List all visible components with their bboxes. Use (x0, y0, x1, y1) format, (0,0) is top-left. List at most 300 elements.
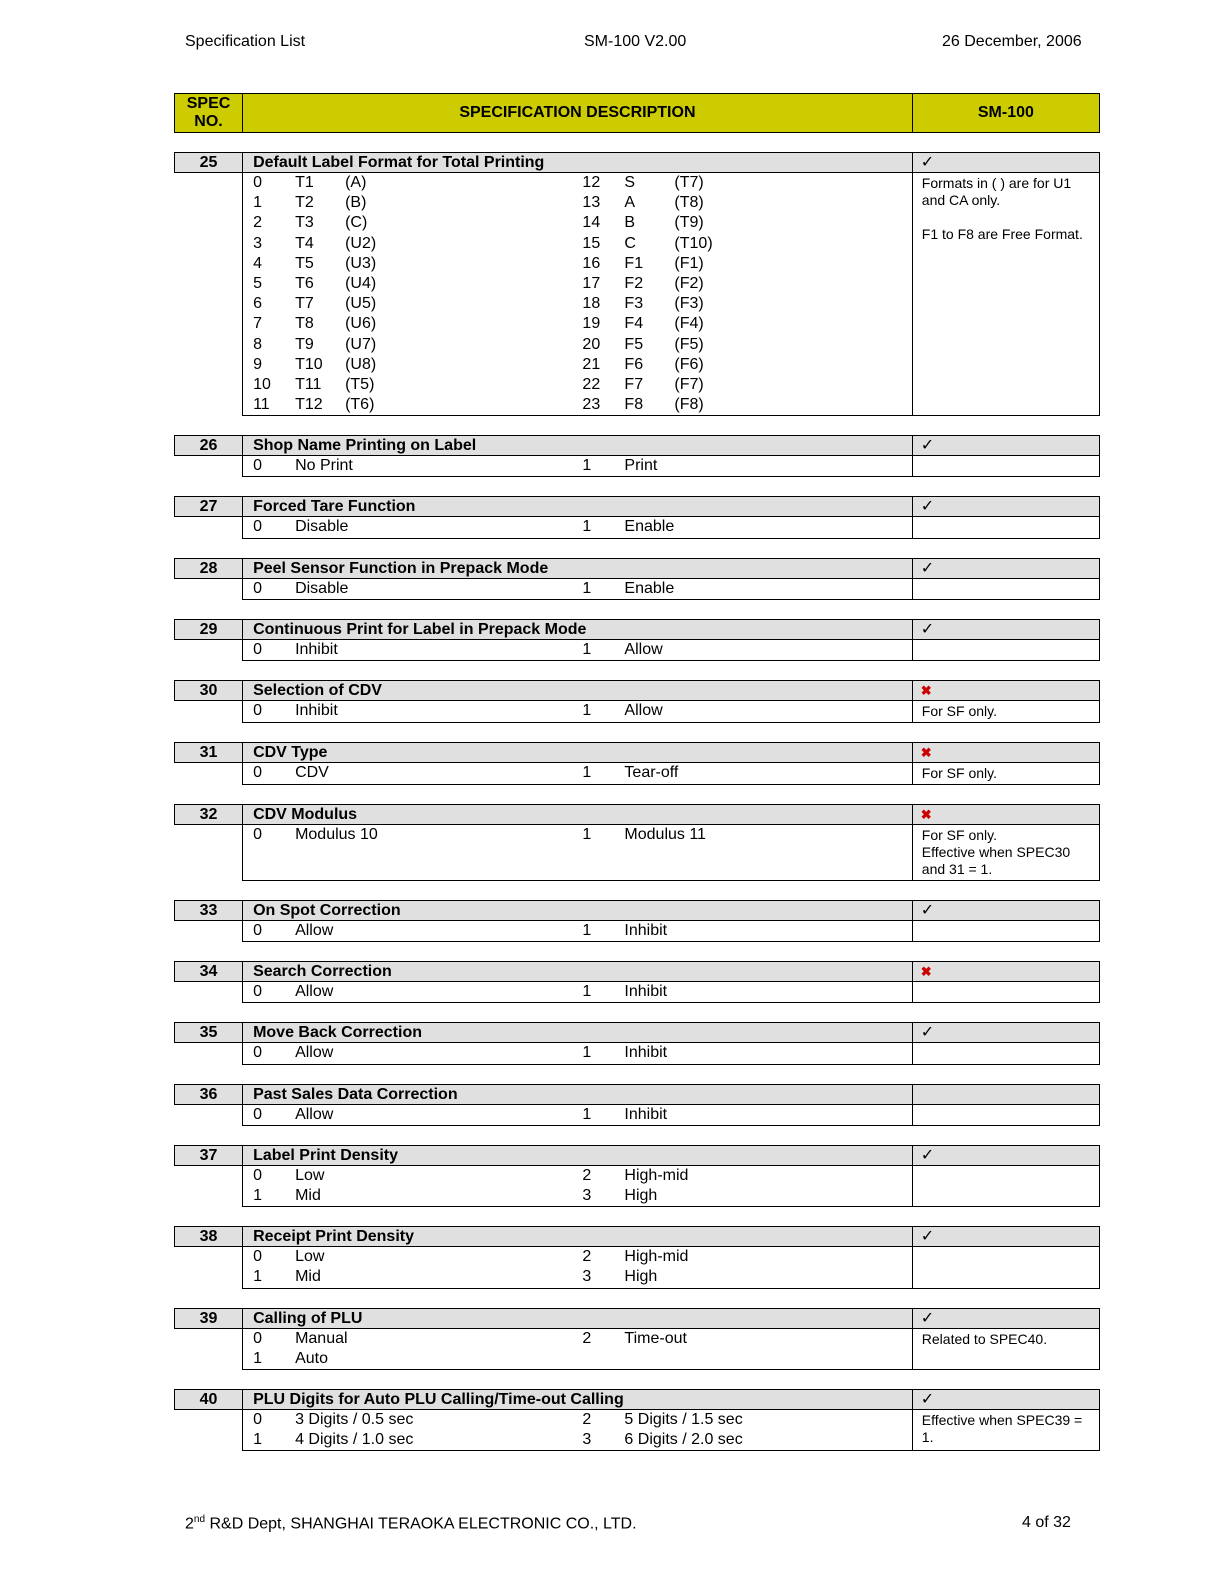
option-row (582, 193, 911, 213)
spec-options (243, 456, 913, 477)
option-column (582, 921, 911, 941)
option-alt-code: (T5) (345, 375, 375, 393)
option-value: 0 (253, 983, 262, 1001)
option-column (582, 701, 911, 721)
spec-mark (912, 619, 1099, 639)
note-line: For SF only. (921, 827, 997, 843)
row-spacer (175, 133, 1100, 153)
spec-number: 38 (175, 1227, 243, 1247)
spec-body-row (175, 763, 1100, 785)
spacer-cell (175, 477, 243, 497)
spec-no-header-line2: NO. (194, 113, 223, 130)
spec-number: 27 (175, 497, 243, 517)
option-label: Print (624, 457, 658, 475)
spec-number: 31 (175, 743, 243, 763)
option-alt-code: (F4) (674, 315, 704, 333)
row-spacer (175, 1003, 1100, 1023)
option-column (253, 579, 582, 599)
row-spacer (175, 785, 1100, 805)
option-value: 22 (582, 375, 601, 393)
options-columns (253, 921, 912, 941)
option-label: 4 Digits / 1.0 sec (295, 1431, 414, 1449)
option-row (582, 1166, 911, 1186)
spec-options (243, 825, 913, 881)
checkmark-icon: ✓ (920, 1309, 935, 1327)
option-alt-code: (U3) (345, 254, 377, 272)
option-value: 0 (253, 174, 262, 191)
spec-number: 36 (175, 1084, 243, 1104)
spec-note (912, 921, 1099, 942)
option-code: F3 (624, 295, 644, 313)
option-code: C (624, 234, 636, 252)
option-label: 5 Digits / 1.5 sec (624, 1410, 743, 1428)
option-value: 2 (582, 1329, 592, 1347)
option-code: S (624, 174, 636, 191)
spacer-cell (175, 133, 243, 153)
option-value: 10 (253, 375, 271, 393)
option-value: 1 (582, 922, 592, 939)
spacer-cell (912, 133, 1099, 153)
spacer-cell (912, 1064, 1099, 1084)
options-columns (253, 517, 912, 537)
spec-note (912, 982, 1099, 1003)
spec-options (243, 1104, 913, 1125)
spacer-cell (243, 1125, 913, 1145)
option-column (253, 763, 582, 783)
header-date: 26 December, 2006 (942, 33, 1082, 50)
blank-cell (175, 173, 243, 416)
spacer-cell (243, 1064, 913, 1084)
spacer-cell (912, 416, 1099, 436)
spacer-cell (175, 1064, 243, 1084)
option-alt-code: (F3) (674, 295, 704, 313)
spec-title: Past Sales Data Correction (243, 1084, 913, 1104)
spec-body-row (175, 1165, 1100, 1206)
spacer-cell (175, 785, 243, 805)
option-code: F1 (624, 254, 644, 272)
row-spacer (175, 942, 1100, 962)
option-row (253, 1349, 582, 1369)
option-alt-code: (U6) (345, 315, 377, 333)
header-title: Specification List (185, 33, 306, 50)
option-alt-code: (U4) (345, 274, 377, 292)
option-column (582, 456, 911, 476)
options-columns (253, 173, 912, 415)
spacer-cell (243, 416, 913, 436)
option-value: 17 (582, 274, 601, 292)
option-column (582, 1105, 911, 1125)
option-row (253, 982, 582, 1002)
spec-title: Receipt Print Density (243, 1227, 913, 1247)
spec-number: 34 (175, 962, 243, 982)
spec-header-row (175, 558, 1100, 578)
spec-no-header-line1: SPEC (186, 95, 231, 112)
spacer-cell (912, 1003, 1099, 1023)
blank-cell (175, 1328, 243, 1369)
option-code: A (624, 194, 636, 212)
spec-body-row (175, 1328, 1100, 1369)
spec-number: 32 (175, 805, 243, 825)
option-value: 0 (253, 640, 262, 658)
spec-header-row (175, 1023, 1100, 1043)
spec-title: Calling of PLU (243, 1308, 913, 1328)
option-row (253, 1329, 582, 1349)
spec-options (243, 1165, 913, 1206)
option-row (253, 1186, 582, 1206)
note-line: Related to SPEC40. (921, 1330, 1048, 1347)
option-column (582, 1410, 911, 1450)
option-value: 14 (582, 214, 601, 232)
spec-header-row (175, 1084, 1100, 1104)
spacer-cell (243, 538, 913, 558)
option-row (253, 1247, 582, 1267)
spec-header-row (175, 497, 1100, 517)
option-row (253, 517, 582, 537)
spacer-cell (243, 785, 913, 805)
option-alt-code: (T10) (674, 234, 713, 252)
option-column (253, 982, 582, 1002)
option-column (582, 517, 911, 537)
spec-mark (912, 1145, 1099, 1165)
option-column (582, 173, 911, 415)
option-label: Manual (295, 1329, 348, 1347)
spacer-cell (243, 1003, 913, 1023)
option-value: 0 (253, 1410, 262, 1428)
spacer-cell (912, 477, 1099, 497)
row-spacer (175, 1207, 1100, 1227)
option-value: 0 (253, 922, 262, 939)
option-value: 1 (253, 1268, 262, 1286)
option-value: 1 (582, 764, 592, 781)
spec-title: Selection of CDV (243, 681, 913, 701)
spec-body-row (175, 921, 1100, 942)
spec-number: 25 (175, 153, 243, 173)
row-spacer (175, 661, 1100, 681)
option-label: Mid (295, 1186, 321, 1204)
option-value: 3 (582, 1431, 592, 1449)
option-value: 0 (253, 518, 262, 536)
option-value: 0 (253, 1329, 262, 1347)
option-value: 1 (582, 983, 592, 1001)
footer-dept-sup: nd (193, 1514, 206, 1525)
option-row (253, 254, 582, 274)
option-column (582, 1247, 911, 1287)
option-row (253, 1105, 582, 1125)
option-row (253, 193, 582, 213)
option-label: Allow (624, 640, 663, 658)
spacer-cell (175, 1003, 243, 1023)
option-value: 0 (253, 1044, 262, 1062)
spec-options (243, 639, 913, 660)
row-spacer (175, 881, 1100, 901)
options-columns (253, 982, 912, 1002)
option-label: Disable (295, 579, 349, 597)
spec-header-row (175, 743, 1100, 763)
spec-number: 29 (175, 619, 243, 639)
spacer-cell (175, 1125, 243, 1145)
option-row (253, 640, 582, 660)
option-label: Inhibit (624, 922, 668, 939)
spec-mark (912, 1308, 1099, 1328)
option-column (582, 1329, 911, 1369)
spacer-cell (175, 1207, 243, 1227)
note-line: Effective when SPEC30 and 31 = 1. (921, 844, 1071, 877)
option-code: F4 (624, 315, 644, 333)
checkmark-icon: ✓ (920, 154, 935, 171)
spacer-cell (912, 1369, 1099, 1389)
spec-note (912, 1043, 1099, 1064)
row-spacer (175, 1369, 1100, 1389)
spec-body-row (175, 825, 1100, 881)
spec-mark (912, 1023, 1099, 1043)
spec-note (912, 456, 1099, 477)
option-value: 1 (582, 640, 592, 658)
spec-options (243, 763, 913, 785)
option-row (253, 456, 582, 476)
option-value: 6 (253, 295, 262, 313)
option-value: 1 (582, 1105, 592, 1123)
option-alt-code: (U5) (345, 295, 377, 313)
spec-body-row (175, 517, 1100, 538)
spec-title: Search Correction (243, 962, 913, 982)
option-value: 13 (582, 194, 601, 212)
option-column (253, 701, 582, 721)
option-code: T10 (295, 355, 323, 373)
spec-mark (912, 681, 1099, 701)
option-code: T8 (295, 315, 314, 333)
option-row (582, 1043, 911, 1063)
spacer-cell (912, 661, 1099, 681)
spacer-cell (175, 1369, 243, 1389)
note-line: For SF only. (921, 703, 997, 719)
option-label: Inhibit (624, 983, 668, 1001)
option-value: 12 (582, 174, 601, 191)
options-columns (253, 1043, 912, 1063)
option-row (582, 1329, 911, 1349)
option-column (253, 1329, 582, 1369)
options-columns (253, 1105, 912, 1125)
option-row (582, 701, 911, 721)
option-value: 0 (253, 457, 262, 475)
row-spacer (175, 1064, 1100, 1084)
option-value: 8 (253, 335, 262, 353)
spacer-cell (912, 538, 1099, 558)
spec-title: Default Label Format for Total Printing (243, 153, 913, 173)
spec-mark (912, 1084, 1099, 1104)
spec-note (912, 517, 1099, 538)
option-row (582, 825, 911, 845)
option-column (582, 763, 911, 783)
option-label: Allow (295, 922, 334, 939)
options-columns (253, 456, 912, 476)
option-row (582, 395, 911, 415)
option-code: T11 (295, 375, 322, 393)
spec-note (912, 763, 1099, 785)
options-columns (253, 701, 912, 721)
option-label: No Print (295, 457, 353, 475)
note-line: F1 to F8 are Free Format. (921, 226, 1083, 242)
option-row (582, 921, 911, 941)
options-columns (253, 1329, 912, 1369)
spec-header-row (175, 619, 1100, 639)
spec-mark (912, 497, 1099, 517)
spacer-cell (912, 599, 1099, 619)
option-value: 4 (253, 254, 262, 272)
table-header-row (175, 94, 1100, 133)
option-label: Inhibit (295, 702, 338, 719)
spacer-cell (243, 1207, 913, 1227)
spec-title: Forced Tare Function (243, 497, 913, 517)
option-alt-code: (F2) (674, 274, 704, 292)
spec-number: 39 (175, 1308, 243, 1328)
blank-cell (175, 921, 243, 942)
option-row (582, 213, 911, 233)
option-code: B (624, 214, 636, 232)
spacer-cell (243, 1288, 913, 1308)
checkmark-icon: ✓ (920, 1146, 935, 1164)
option-row (582, 456, 911, 476)
spacer-cell (912, 881, 1099, 901)
option-alt-code: (T6) (345, 396, 375, 414)
option-label: Enable (624, 579, 675, 597)
option-label: Inhibit (624, 1105, 668, 1123)
option-column (253, 640, 582, 660)
spec-mark (912, 805, 1099, 825)
option-code: F5 (624, 335, 644, 353)
option-code: F8 (624, 396, 644, 414)
option-row (582, 355, 911, 375)
option-row (582, 274, 911, 294)
option-value: 19 (582, 315, 601, 333)
option-row (253, 375, 582, 395)
spec-options (243, 1043, 913, 1064)
option-value: 0 (253, 826, 262, 843)
option-row (582, 1267, 911, 1287)
option-value: 9 (253, 355, 262, 373)
option-row (253, 921, 582, 941)
spec-body-row (175, 1104, 1100, 1125)
option-label: Inhibit (295, 640, 338, 658)
option-column (253, 173, 582, 415)
option-alt-code: (F5) (674, 335, 704, 353)
blank-cell (175, 1104, 243, 1125)
option-row (253, 701, 582, 721)
option-value: 2 (582, 1248, 592, 1266)
option-value: 2 (582, 1410, 592, 1428)
option-code: T5 (295, 254, 314, 272)
option-row (582, 1430, 911, 1450)
option-row (253, 825, 582, 845)
option-code: F6 (624, 355, 644, 373)
spec-title: CDV Modulus (243, 805, 913, 825)
spec-options (243, 517, 913, 538)
option-alt-code: (T9) (674, 214, 704, 232)
option-code: T9 (295, 335, 314, 353)
option-row (253, 173, 582, 193)
option-label: Disable (295, 518, 349, 536)
spec-mark (912, 436, 1099, 456)
spec-table (174, 93, 1100, 1451)
spec-title: Continuous Print for Label in Prepack Mode (243, 619, 913, 639)
option-row (253, 1430, 582, 1450)
option-row (582, 294, 911, 314)
spec-note (912, 1247, 1099, 1288)
option-code: T4 (295, 234, 314, 252)
spec-mark (912, 743, 1099, 763)
option-alt-code: (F6) (674, 355, 704, 373)
spacer-cell (175, 661, 243, 681)
option-row (253, 1410, 582, 1430)
spec-mark (912, 901, 1099, 921)
cross-icon: ✖ (920, 745, 932, 760)
spec-body-row (175, 982, 1100, 1003)
spec-number: 28 (175, 558, 243, 578)
option-alt-code: (B) (345, 194, 367, 212)
option-value: 1 (582, 1044, 592, 1062)
spec-number: 33 (175, 901, 243, 921)
header-model-version: SM-100 V2.00 (584, 33, 687, 50)
spec-number: 40 (175, 1389, 243, 1409)
option-label: Allow (295, 1105, 334, 1123)
options-columns (253, 640, 912, 660)
checkmark-icon: ✓ (920, 620, 935, 638)
option-value: 0 (253, 764, 262, 781)
option-label: Time-out (624, 1329, 687, 1347)
spec-note (912, 639, 1099, 660)
blank-cell (175, 1409, 243, 1450)
option-alt-code: (U2) (345, 234, 377, 252)
spec-mark (912, 1389, 1099, 1409)
cross-icon: ✖ (920, 683, 932, 698)
option-code: T3 (295, 214, 314, 232)
option-column (253, 1410, 582, 1450)
spec-number: 37 (175, 1145, 243, 1165)
option-alt-code: (T8) (674, 194, 704, 212)
option-row (582, 173, 911, 193)
option-label: High-mid (624, 1166, 689, 1184)
option-value: 5 (253, 274, 262, 292)
spec-table-body (175, 94, 1100, 1451)
spec-options (243, 578, 913, 599)
option-row (253, 335, 582, 355)
spec-mark (912, 1227, 1099, 1247)
footer-page-number: 4 of 32 (1022, 1514, 1071, 1531)
option-code: F7 (624, 375, 644, 393)
spec-note (912, 701, 1099, 723)
spec-options (243, 921, 913, 942)
option-row (253, 213, 582, 233)
option-alt-code: (F7) (674, 375, 704, 393)
option-row (253, 1043, 582, 1063)
option-column (253, 825, 582, 845)
option-value: 23 (582, 396, 601, 414)
spec-header-row (175, 1389, 1100, 1409)
option-label: 6 Digits / 2.0 sec (624, 1431, 743, 1449)
option-code: T2 (295, 194, 314, 212)
option-label: Inhibit (624, 1044, 668, 1062)
spec-number: 35 (175, 1023, 243, 1043)
spec-header-row (175, 901, 1100, 921)
spec-options (243, 982, 913, 1003)
option-column (582, 1043, 911, 1063)
option-label: High-mid (624, 1248, 689, 1266)
option-label: Allow (624, 702, 663, 719)
spec-mark (912, 558, 1099, 578)
spec-body-row (175, 1247, 1100, 1288)
options-columns (253, 579, 912, 599)
checkmark-icon: ✓ (920, 559, 935, 577)
blank-cell (175, 701, 243, 723)
